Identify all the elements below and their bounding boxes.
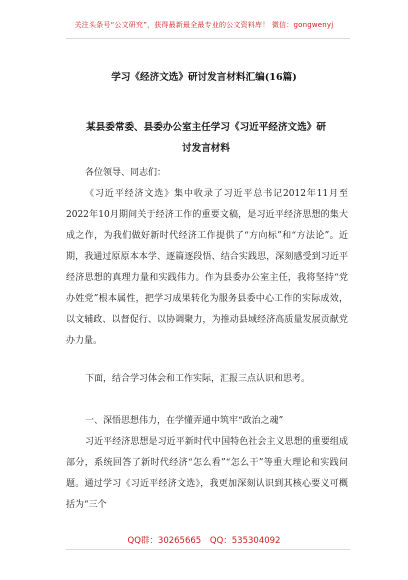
section-title-line-1: 某县委常委、县委办公室主任学习《习近平经济文选》研 — [86, 122, 326, 133]
section-title-line-2: 讨发言材料 — [182, 143, 230, 154]
document-title: 学习《经济文选》研讨发言材料汇编(16篇) — [111, 72, 297, 83]
paragraph-1: 《习近平经济文选》集中收录了习近平总书记2012年11月至2022年10月期间关于经济工作的重要文稿，是习近平经济思想的集大成之作，为我们做好新时代经济工作提供了“方向标”和“方法论”。近期，我通过原原本本学、逐篇逐段悟、结合实践思，深刻感受到习近平经济思想的真理力量和实践伟力。作为县委办公室主任，我将坚持“党办姓党”根本属性，把学习成果转化为服务县委中心工作的实际成效，以文辅政、以督促行、以协调聚力，为推动县域经济高质量发展贡献党办力量。 — [66, 189, 348, 346]
header-banner: 关注头条号“公文研究”，获得最新最全最专业的公文资料库！ 微信：gongwenyj — [74, 21, 334, 29]
paragraph-3-heading: 一、深悟思想伟力，在学懂弄通中筑牢“政治之魂” — [85, 416, 284, 426]
greeting: 各位领导、同志们： — [85, 168, 167, 178]
footer-divider — [66, 549, 350, 550]
paragraph-2: 下面，结合学习体会和工作实际，汇报三点认识和思考。 — [85, 374, 311, 384]
section-title — [64, 117, 348, 159]
header-divider — [66, 38, 350, 39]
footer-contacts: QQ群：30265665 QQ：535304092 — [127, 536, 281, 546]
paragraph-4: 习近平经济思想是习近平新时代中国特色社会主义思想的重要组成部分，系统回答了新时代经济“怎么看”“怎么干”等重大理论和实践问题。通过学习《习近平经济文选》，我更加深刻认识到其核心要义可概括为“三个 — [66, 437, 348, 510]
